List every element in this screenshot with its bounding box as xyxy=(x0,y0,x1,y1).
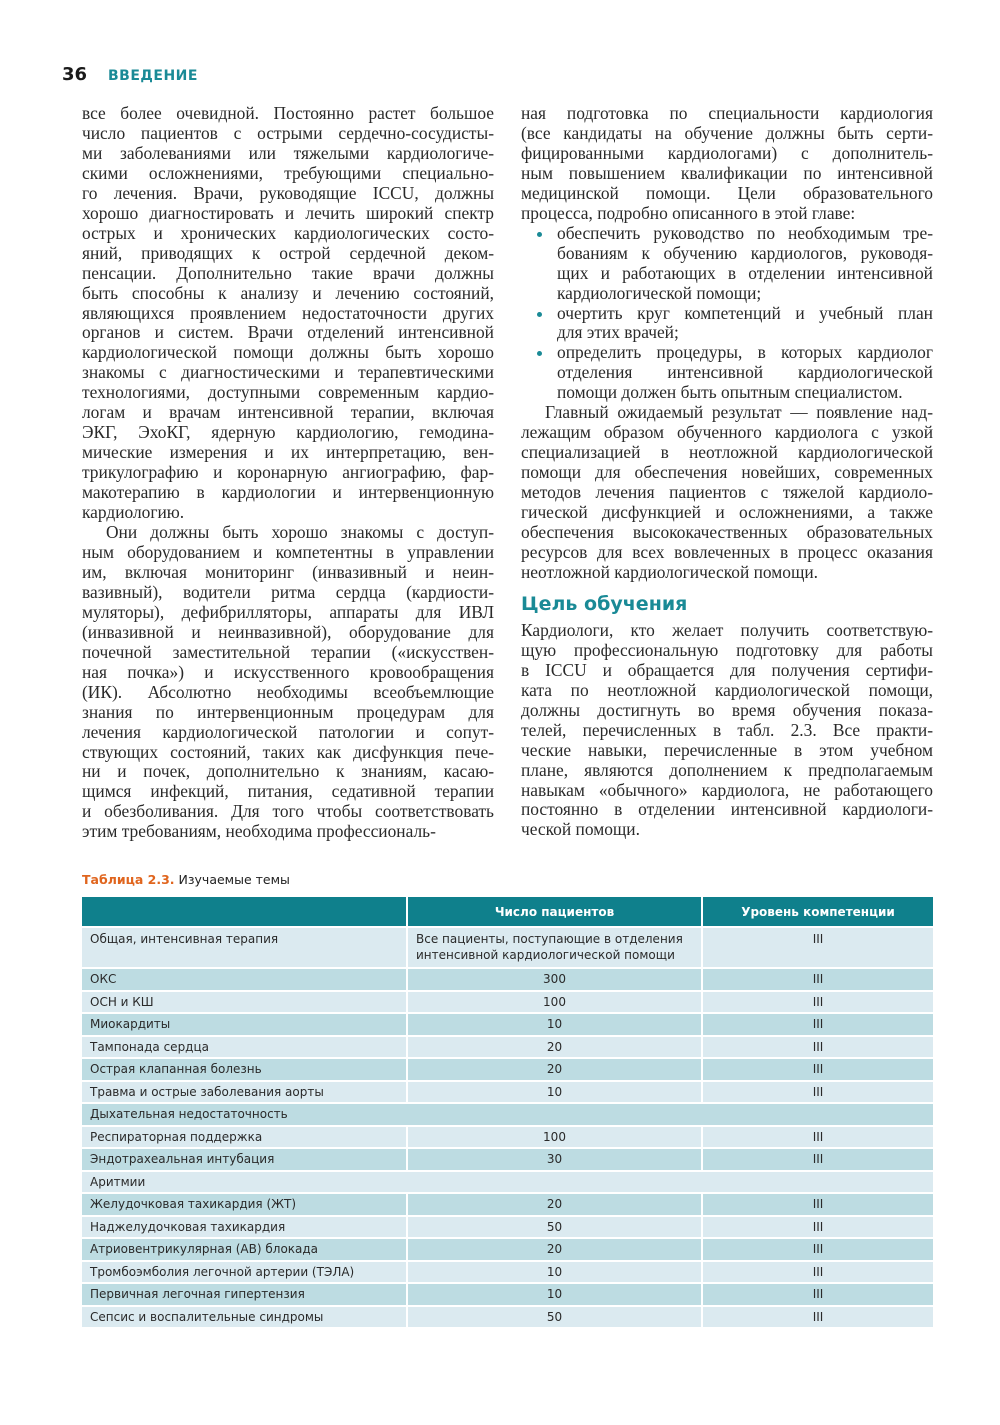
table-row xyxy=(82,1127,933,1150)
text-line: технологиями, доступными современным кардио- xyxy=(82,382,494,403)
cell-topic: ОКС xyxy=(82,969,408,992)
table-group-row xyxy=(82,1104,933,1127)
cell-topic: Респираторная поддержка xyxy=(82,1127,408,1150)
header-level: Уровень компетенции xyxy=(703,897,933,928)
text-line: постоянно в отделении интенсивной кардиологи- xyxy=(521,799,933,820)
text-line: острых и хронических кардиологических состо- xyxy=(82,222,494,243)
text-line: неотложной кардиологической помощи. xyxy=(521,561,819,582)
text-line: ката по неотложной кардиологической помощи, xyxy=(521,679,933,700)
paragraph xyxy=(521,104,933,224)
text-line: ми заболеваниями или тяжелыми кардиологиче- xyxy=(82,142,494,163)
text-line: обеспечить руководство по необходимым тре- xyxy=(557,222,933,243)
table-caption xyxy=(82,872,290,887)
cell-patients: 20 xyxy=(408,1059,703,1082)
text-line: отделения интенсивной кардиологической xyxy=(557,362,933,383)
table-row xyxy=(82,1194,933,1217)
text-line: муляторы), дефибрилляторы, аппараты для ИВЛ xyxy=(82,601,494,622)
cell-patients: 50 xyxy=(408,1307,703,1330)
text-line: ствующих состояний, таких как дисфункция пече- xyxy=(82,741,494,762)
cell-patients: 20 xyxy=(408,1037,703,1060)
cell-topic: Травма и острые заболевания аорты xyxy=(82,1082,408,1105)
cell-patients: 30 xyxy=(408,1149,703,1172)
text-line: быть способны к анализу и лечению состояний, xyxy=(82,282,494,303)
text-line: органов и систем. Врачи отделений интенсивной xyxy=(82,322,494,343)
list-item xyxy=(557,224,933,304)
text-line: помощи для обеспечения новейших, современных xyxy=(521,462,933,483)
text-line: фицированными кардиологами) с дополнитель- xyxy=(521,142,933,163)
cell-patients: 20 xyxy=(408,1194,703,1217)
text-line: (инвазивной и неинвазивной), оборудование для xyxy=(82,621,494,642)
text-line: кардиологической помощи; xyxy=(557,282,762,303)
text-line: телей, перечисленных в табл. 2.3. Все практи- xyxy=(521,719,933,740)
cell-topic: Атриовентрикулярная (АВ) блокада xyxy=(82,1239,408,1262)
cell-patients: 50 xyxy=(408,1217,703,1240)
header-topic xyxy=(82,897,408,928)
cell-patients: 10 xyxy=(408,1284,703,1307)
text-line: гической дисфункцией и осложнениями, а также xyxy=(521,502,933,523)
text-line: почечной заместительной терапии («искусствен- xyxy=(82,641,494,662)
cell-patients: 10 xyxy=(408,1014,703,1037)
page-number: 36 xyxy=(62,64,88,85)
table-row xyxy=(82,969,933,992)
running-head xyxy=(62,64,198,85)
table-row xyxy=(82,1082,933,1105)
group-label: Дыхательная недостаточность xyxy=(82,1104,933,1127)
cell-topic: Эндотрахеальная интубация xyxy=(82,1149,408,1172)
cell-level: III xyxy=(703,1284,933,1307)
text-line: и обезболивания. Для того чтобы соответствовать xyxy=(82,801,494,822)
text-line: методов лечения пациентов с тяжелой кардиоло- xyxy=(521,482,933,503)
text-line: щимся инфекций, питания, седативной терапии xyxy=(82,781,494,802)
cell-patients: 20 xyxy=(408,1239,703,1262)
text-line: им, включая мониторинг (инвазивный и неин- xyxy=(82,561,494,582)
list-item xyxy=(557,343,933,403)
text-line: в ICCU и обращается для получения сертифи- xyxy=(521,659,933,680)
text-line: кардиологию. xyxy=(82,502,185,523)
cell-topic: ОСН и КШ xyxy=(82,992,408,1015)
cell-level: III xyxy=(703,1037,933,1060)
text-line: помощи должен быть опытным специалистом. xyxy=(557,382,903,403)
text-line: ресурсов для всех вовлеченных в процесс оказания xyxy=(521,541,933,562)
text-line: макотерапию в кардиологии и интервенционную xyxy=(82,482,494,503)
cell-topic: Острая клапанная болезнь xyxy=(82,1059,408,1082)
text-line: вазивный), водители ритма сердца (кардиости- xyxy=(82,581,494,602)
text-line: плане, являются дополнением к предполагаемым xyxy=(521,759,933,780)
text-line: пенсации. Дополнительно такие врачи должны xyxy=(82,262,494,283)
text-line: процесса, подробно описанного в этой главе: xyxy=(521,202,856,223)
text-line: (ИК). Абсолютно необходимы всеобъемлющие xyxy=(82,681,494,702)
table-caption-label: Таблица 2.3. xyxy=(82,872,175,887)
group-label: Аритмии xyxy=(82,1172,933,1195)
paragraph xyxy=(82,523,494,842)
text-line: ни и почек, дополнительно к знаниям, касаю- xyxy=(82,761,494,782)
text-line: ная подготовка по специальности кардиология xyxy=(521,103,933,123)
text-line: ным оборудованием и компетентны в управлении xyxy=(82,541,494,562)
cell-level: III xyxy=(703,928,933,969)
text-line: число пациентов с острыми сердечно-сосудисты- xyxy=(82,122,494,143)
cell-level: III xyxy=(703,1307,933,1330)
cell-level: III xyxy=(703,1239,933,1262)
cell-topic: Тромбоэмболия легочной артерии (ТЭЛА) xyxy=(82,1262,408,1285)
text-line: лежащим образом обученного кардиолога с узкой xyxy=(521,422,933,443)
cell-level: III xyxy=(703,1149,933,1172)
cell-level: III xyxy=(703,1059,933,1082)
text-line: бованиям к обучению кардиологов, руководя- xyxy=(557,242,933,263)
text-line: очертить круг компетенций и учебный план xyxy=(557,302,933,323)
cell-topic: Наджелудочковая тахикардия xyxy=(82,1217,408,1240)
text-line: мические измерения и их интерпретацию, вен- xyxy=(82,442,494,463)
text-line: (все кандидаты на обучение должны быть серти- xyxy=(521,122,933,143)
text-line: ная почка») и искусственного кровообращения xyxy=(82,661,494,682)
subheading: Цель обучения xyxy=(521,592,688,615)
topics-table xyxy=(82,897,933,1329)
cell-patients: 10 xyxy=(408,1262,703,1285)
text-line: трикулографию и коронарную ангиографию, фар- xyxy=(82,462,494,483)
paragraph xyxy=(82,104,494,523)
table-row xyxy=(82,1239,933,1262)
text-line: яний, приводящих к острой сердечной деком- xyxy=(82,242,494,263)
text-line: ческой помощи. xyxy=(521,819,640,840)
cell-patients: 10 xyxy=(408,1082,703,1105)
table-row xyxy=(82,992,933,1015)
table-row xyxy=(82,1307,933,1330)
table-row xyxy=(82,1037,933,1060)
text-line: Главный ожидаемый результат — появление над- xyxy=(545,402,933,423)
text-line: специализацией в неотложной кардиологической xyxy=(521,442,933,463)
cell-topic: Желудочковая тахикардия (ЖТ) xyxy=(82,1194,408,1217)
cell-level: III xyxy=(703,1194,933,1217)
text-line: знания по интервенционным процедурам для xyxy=(82,701,494,722)
text-line: логам и врачам интенсивной терапии, включая xyxy=(82,402,494,423)
cell-level: III xyxy=(703,1217,933,1240)
text-line: медицинской помощи. Цели образовательного xyxy=(521,182,933,203)
list-item xyxy=(557,304,933,344)
text-line: щих и работающих в отделении интенсивной xyxy=(557,262,933,283)
table-row xyxy=(82,928,933,969)
table-group-row xyxy=(82,1172,933,1195)
text-line: знакомы с диагностическими и терапевтическими xyxy=(82,362,494,383)
table-row xyxy=(82,1014,933,1037)
cell-topic: Первичная легочная гипертензия xyxy=(82,1284,408,1307)
text-line: для этих врачей; xyxy=(557,322,679,343)
cell-topic: Миокардиты xyxy=(82,1014,408,1037)
cell-level: III xyxy=(703,1082,933,1105)
cell-patients: 100 xyxy=(408,1127,703,1150)
text-line: лечения кардиологической патологии и сопут- xyxy=(82,721,494,742)
text-line: ЭКГ, ЭхоКГ, ядерную кардиологию, гемодина- xyxy=(82,422,494,443)
text-line: навыкам «обычного» кардиолога, не работающего xyxy=(521,779,933,800)
cell-level: III xyxy=(703,969,933,992)
goals-list xyxy=(521,224,933,404)
cell-level: III xyxy=(703,1127,933,1150)
text-line: обеспечения высококачественных образовательных xyxy=(521,522,933,543)
cell-topic: Сепсис и воспалительные синдромы xyxy=(82,1307,408,1330)
cell-level: III xyxy=(703,992,933,1015)
text-line: все более очевидной. Постоянно растет большое xyxy=(82,103,494,123)
cell-patients: 100 xyxy=(408,992,703,1015)
right-column xyxy=(521,104,933,840)
text-line: определить процедуры, в которых кардиолог xyxy=(557,342,933,363)
table-row xyxy=(82,1262,933,1285)
text-line: скими осложнениями, требующими специально- xyxy=(82,162,494,183)
table-caption-text: Изучаемые темы xyxy=(174,872,290,887)
text-line: щую профессиональную подготовку для работы xyxy=(521,639,933,660)
section-title: ВВЕДЕНИЕ xyxy=(108,68,198,84)
text-line: Кардиологи, кто желает получить соответствую- xyxy=(521,619,933,640)
cell-level: III xyxy=(703,1014,933,1037)
text-line: го лечения. Врачи, руководящие ICCU, должны xyxy=(82,182,494,203)
text-line: являющихся проявлением недостаточности других xyxy=(82,302,494,323)
cell-patients: Все пациенты, поступающие в отделения интенсивной кардиологической помощи xyxy=(408,928,703,969)
cell-topic: Тампонада сердца xyxy=(82,1037,408,1060)
text-line: хорошо диагностировать и лечить широкий спектр xyxy=(82,202,494,223)
text-line: ным повышением квалификации по интенсивной xyxy=(521,162,933,183)
table-row xyxy=(82,1059,933,1082)
cell-patients: 300 xyxy=(408,969,703,992)
text-line: должны достигнуть во время обучения показа- xyxy=(521,699,933,720)
table-row xyxy=(82,1284,933,1307)
paragraph xyxy=(521,621,933,840)
text-line: Они должны быть хорошо знакомы с доступ- xyxy=(106,522,494,543)
text-line: ческие навыки, перечисленные в этом учебном xyxy=(521,739,933,760)
cell-topic: Общая, интенсивная терапия xyxy=(82,928,408,969)
text-line: кардиологической помощи должны быть хорошо xyxy=(82,342,494,363)
header-patients: Число пациентов xyxy=(408,897,703,928)
paragraph xyxy=(521,403,933,583)
cell-level: III xyxy=(703,1262,933,1285)
left-column xyxy=(82,104,494,842)
table-row xyxy=(82,1217,933,1240)
text-line: этим требованиям, необходима профессиональ- xyxy=(82,821,436,842)
table-row xyxy=(82,1149,933,1172)
table-header-row xyxy=(82,897,933,928)
